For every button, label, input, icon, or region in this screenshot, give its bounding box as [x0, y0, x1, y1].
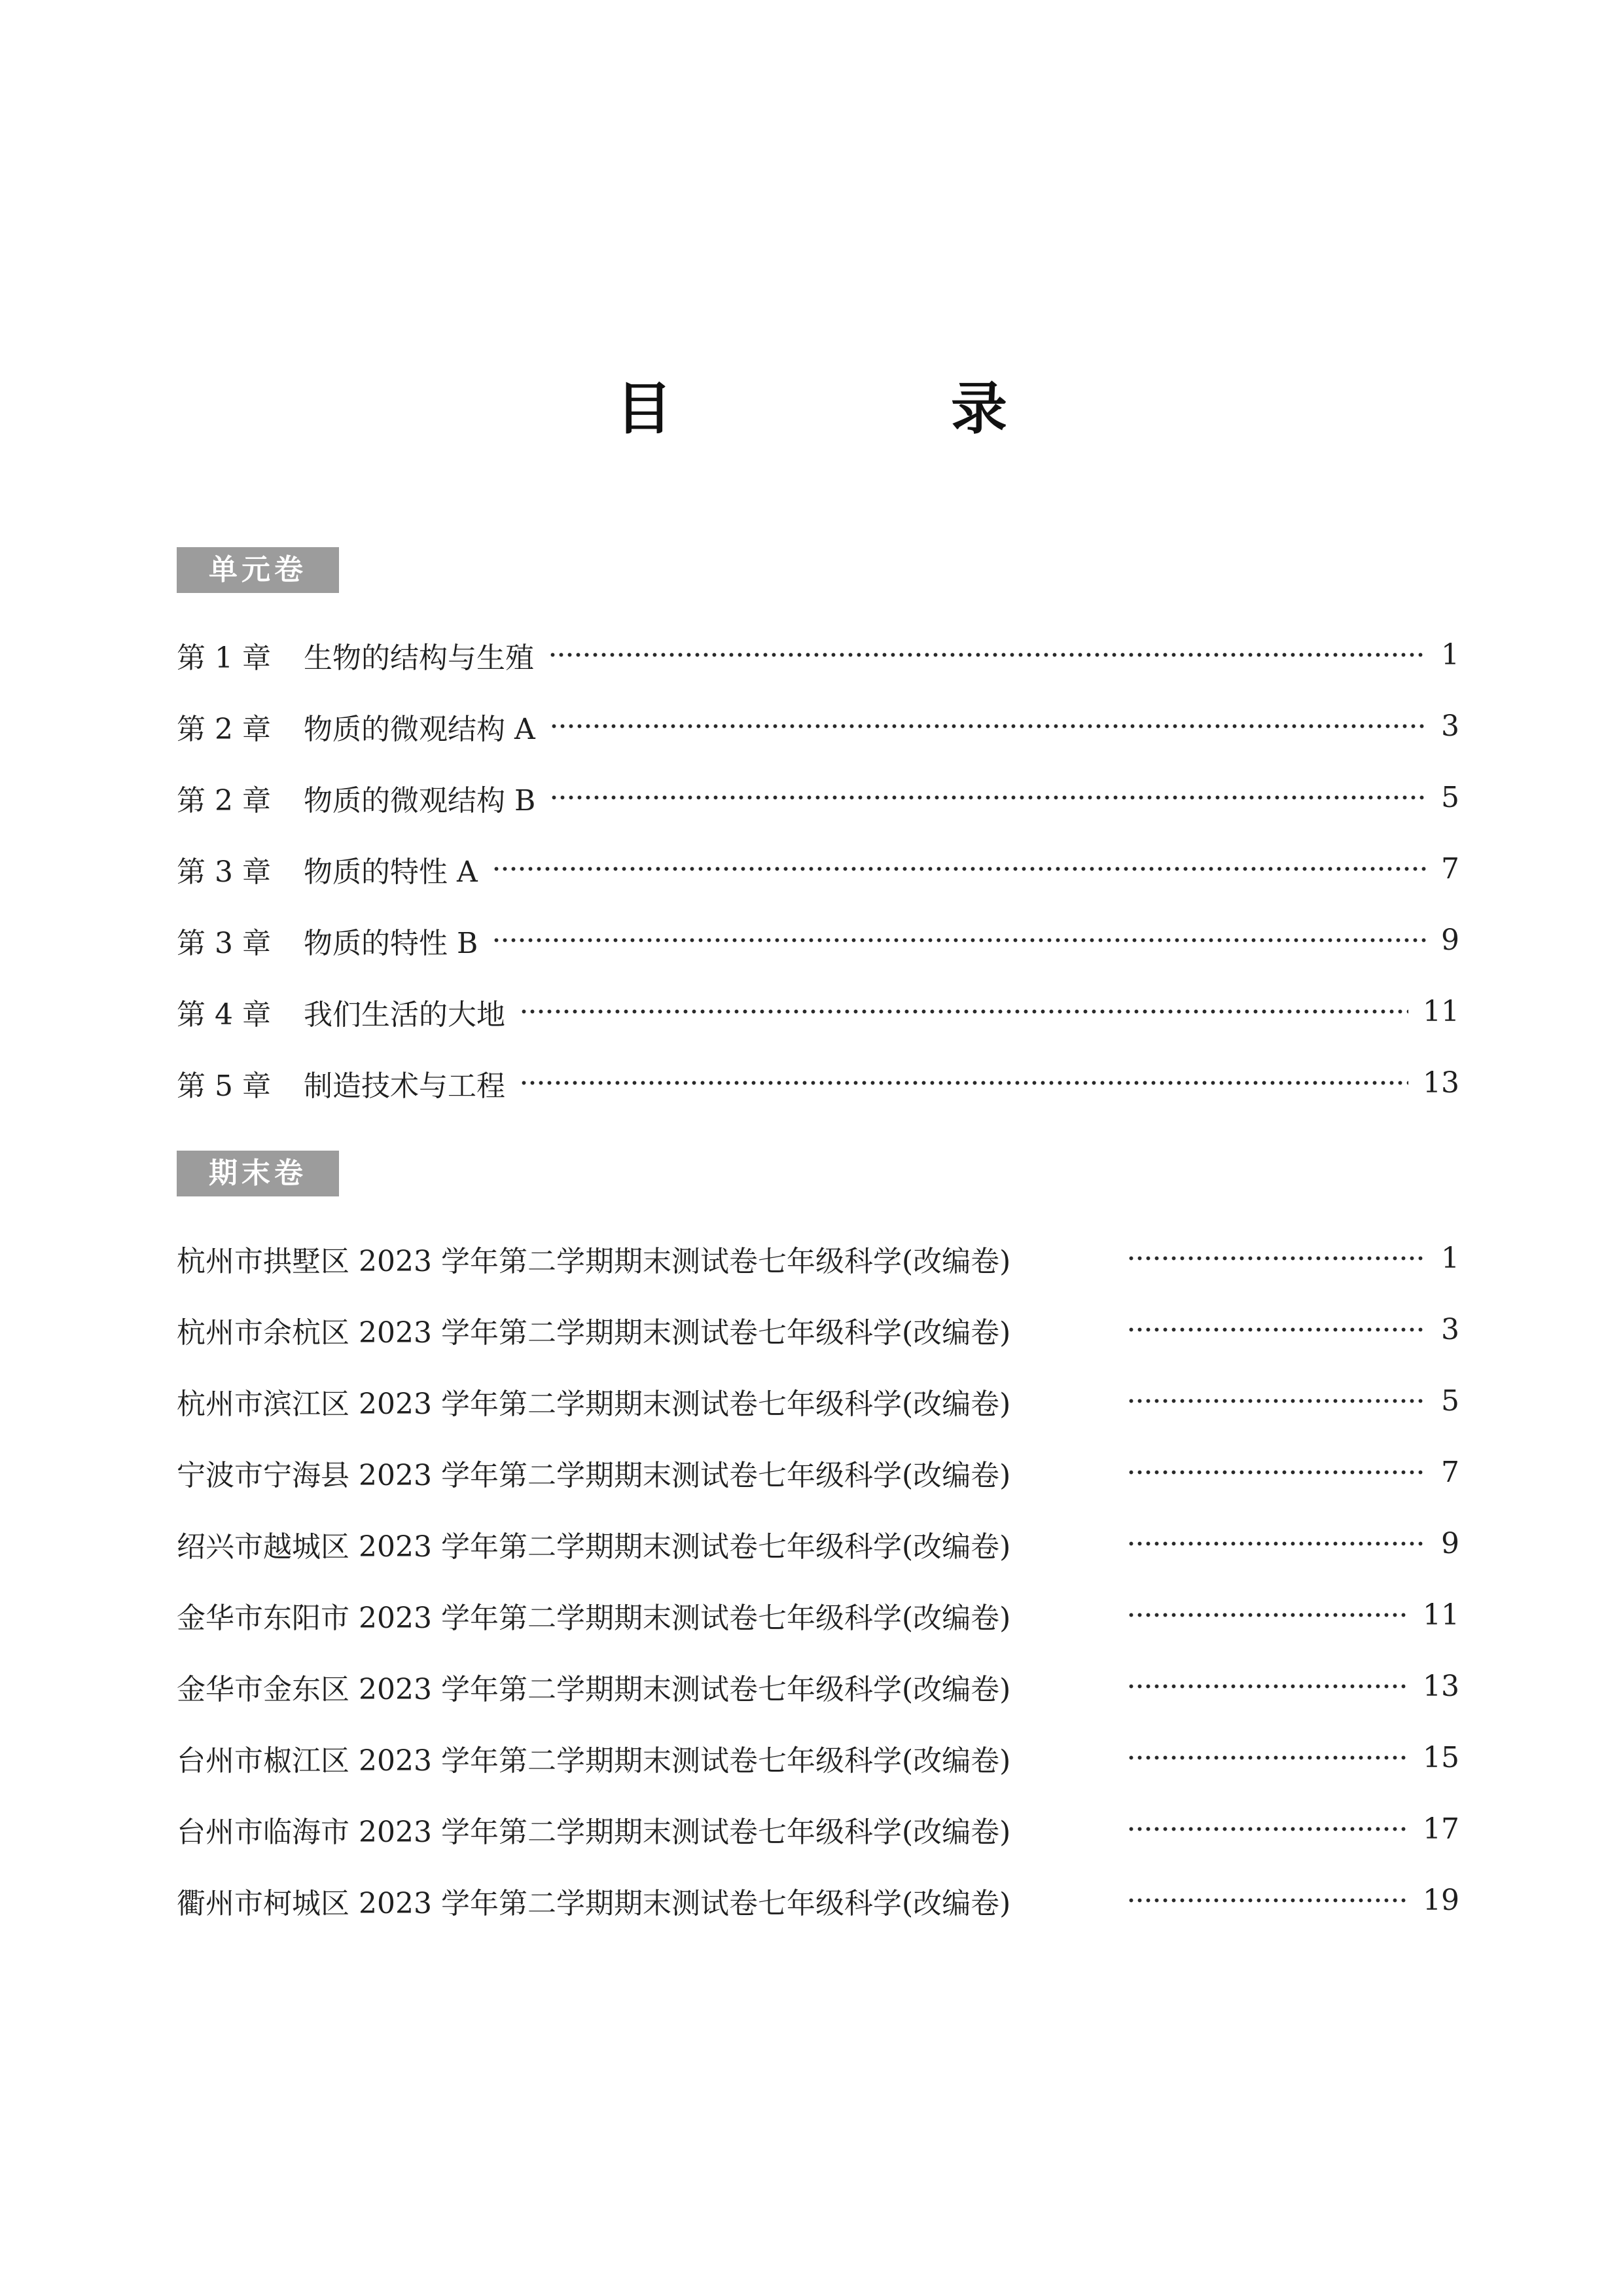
toc-entry-title: 金华市金东区 2023 学年第二学期期末测试卷七年级科学(改编卷): [177, 1672, 1011, 1706]
section-badge-final: 期末卷: [177, 1151, 339, 1196]
toc-entry[interactable]: [177, 619, 1459, 691]
section-badge-unit: 单元卷: [177, 547, 339, 593]
toc-page-number: 9: [1441, 1527, 1459, 1560]
toc-entry-title: 物质的特性 A: [303, 855, 478, 889]
toc-chapter-number: 第 1 章: [177, 641, 271, 675]
toc-entry-title: 物质的特性 B: [303, 926, 478, 960]
dot-leader: [520, 997, 1408, 1026]
toc-chapter-number: 第 2 章: [177, 712, 271, 746]
toc-entry[interactable]: [177, 1579, 1459, 1651]
dot-leader: [1127, 1601, 1408, 1630]
toc-entry[interactable]: [177, 1508, 1459, 1579]
dot-leader: [1127, 1316, 1427, 1344]
page-title: 目 录: [616, 376, 1118, 442]
toc-entry-title: 衢州市柯城区 2023 学年第二学期期末测试卷七年级科学(改编卷): [177, 1886, 1011, 1920]
dot-leader: [1127, 1244, 1427, 1273]
toc-page-number: 13: [1423, 1670, 1459, 1703]
final-toc-list: [177, 1223, 1459, 1936]
toc-entry-title: 台州市椒江区 2023 学年第二学期期末测试卷七年级科学(改编卷): [177, 1744, 1011, 1778]
dot-leader: [492, 926, 1427, 955]
toc-page-number: 11: [1423, 995, 1459, 1028]
toc-chapter-number: 第 2 章: [177, 783, 271, 817]
toc-page-number: 3: [1441, 1313, 1459, 1346]
toc-page-number: 7: [1441, 1456, 1459, 1489]
toc-entry[interactable]: [177, 1365, 1459, 1437]
toc-entry[interactable]: [177, 1047, 1459, 1119]
toc-entry[interactable]: [177, 1722, 1459, 1793]
toc-entry-title: 生物的结构与生殖: [303, 641, 534, 675]
toc-entry-title: 制造技术与工程: [303, 1069, 505, 1103]
toc-entry[interactable]: [177, 1865, 1459, 1936]
dot-leader: [548, 641, 1427, 670]
unit-toc-list: [177, 619, 1459, 1119]
toc-page-number: 5: [1441, 781, 1459, 814]
toc-entry[interactable]: [177, 1294, 1459, 1365]
toc-page-number: 3: [1441, 709, 1459, 743]
toc-page-number: 13: [1423, 1066, 1459, 1100]
toc-chapter-number: 第 4 章: [177, 997, 271, 1031]
toc-entry[interactable]: [177, 691, 1459, 762]
dot-leader: [1127, 1815, 1408, 1844]
dot-leader: [520, 1069, 1408, 1098]
dot-leader: [1127, 1530, 1427, 1558]
toc-chapter-number: 第 3 章: [177, 926, 271, 960]
toc-entry[interactable]: [177, 905, 1459, 976]
toc-entry[interactable]: [177, 1793, 1459, 1865]
dot-leader: [1127, 1744, 1408, 1772]
toc-entry-title: 物质的微观结构 B: [303, 783, 536, 817]
toc-page-number: 1: [1441, 638, 1459, 672]
dot-leader: [492, 855, 1427, 884]
toc-entry-title: 杭州市滨江区 2023 学年第二学期期末测试卷七年级科学(改编卷): [177, 1387, 1011, 1421]
toc-entry-title: 台州市临海市 2023 学年第二学期期末测试卷七年级科学(改编卷): [177, 1815, 1011, 1849]
toc-chapter-number: 第 5 章: [177, 1069, 271, 1103]
toc-entry[interactable]: [177, 762, 1459, 833]
toc-entry[interactable]: [177, 1437, 1459, 1508]
toc-entry[interactable]: [177, 976, 1459, 1047]
toc-entry[interactable]: [177, 1651, 1459, 1722]
toc-page-number: 11: [1423, 1598, 1459, 1632]
dot-leader: [1127, 1886, 1408, 1915]
toc-entry[interactable]: [177, 1223, 1459, 1294]
toc-page-number: 5: [1441, 1384, 1459, 1418]
dot-leader: [550, 783, 1427, 812]
dot-leader: [1127, 1387, 1427, 1416]
toc-page-number: 19: [1423, 1884, 1459, 1917]
toc-entry-title: 绍兴市越城区 2023 学年第二学期期末测试卷七年级科学(改编卷): [177, 1530, 1011, 1564]
toc-page-number: 1: [1441, 1242, 1459, 1275]
dot-leader: [1127, 1672, 1408, 1701]
toc-entry-title: 我们生活的大地: [303, 997, 505, 1031]
dot-leader: [550, 712, 1427, 741]
toc-page-number: 15: [1423, 1741, 1459, 1774]
toc-chapter-number: 第 3 章: [177, 855, 271, 889]
toc-entry-title: 物质的微观结构 A: [303, 712, 535, 746]
dot-leader: [1127, 1458, 1427, 1487]
toc-entry-title: 杭州市拱墅区 2023 学年第二学期期末测试卷七年级科学(改编卷): [177, 1244, 1011, 1278]
toc-entry-title: 杭州市余杭区 2023 学年第二学期期末测试卷七年级科学(改编卷): [177, 1316, 1011, 1350]
toc-entry-title: 宁波市宁海县 2023 学年第二学期期末测试卷七年级科学(改编卷): [177, 1458, 1011, 1492]
toc-page-number: 17: [1423, 1812, 1459, 1846]
toc-entry-title: 金华市东阳市 2023 学年第二学期期末测试卷七年级科学(改编卷): [177, 1601, 1011, 1635]
toc-page-number: 7: [1441, 852, 1459, 886]
toc-entry[interactable]: [177, 833, 1459, 905]
toc-page-number: 9: [1441, 924, 1459, 957]
